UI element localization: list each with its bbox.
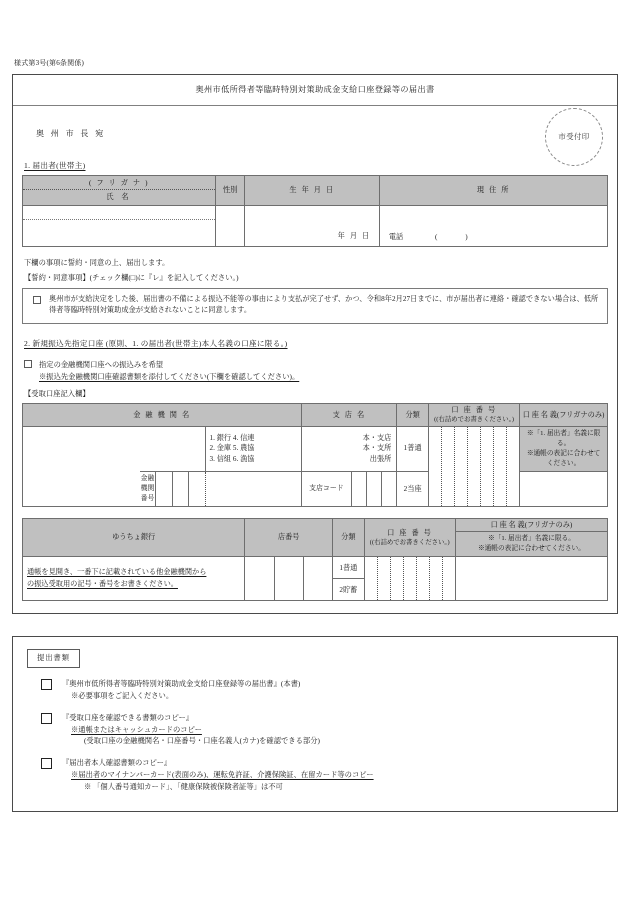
document-sub-1: ※必要事項をご記入ください。 xyxy=(71,690,174,700)
section2-heading: 2. 新規振込先指定口座 (原則、1. の届出者(世帯主)本人名義の口座に限る。) xyxy=(24,338,288,348)
phone-paren-close: ) xyxy=(465,233,468,242)
account-holder-input[interactable] xyxy=(520,471,608,506)
option-row-2: 2. 金庫 5. 農協 xyxy=(209,444,255,453)
designated-account-checkbox[interactable] xyxy=(24,360,32,368)
yucho-note-line-1: 通帳を見開き、一番下に記載されている他金融機関から xyxy=(27,568,207,577)
document-sub2-3: ※ 「個人番号通知カード」、「健康保険被保険者証等」は不可 xyxy=(84,781,283,791)
form-number: 様式第3号(第6条関係) xyxy=(14,59,85,67)
document-main-2: 『受取口座を確認できる書類のコピー』 xyxy=(62,712,194,722)
branch-line-3: 出張所 xyxy=(369,455,392,464)
name-input-cell[interactable] xyxy=(23,205,216,246)
list-item[interactable] xyxy=(41,678,603,702)
institution-code-digit-2[interactable] xyxy=(172,471,188,506)
pledge-checkbox[interactable] xyxy=(33,296,41,304)
yucho-store-number-header: 店番号 xyxy=(245,518,333,557)
applicant-table xyxy=(22,175,608,247)
document-body-3 xyxy=(62,757,374,792)
yucho-account-number-header-main: 口 座 番 号 xyxy=(387,528,433,537)
yucho-instruction xyxy=(23,557,245,601)
document-checkbox-1[interactable] xyxy=(41,679,52,690)
branch-code-digit-3[interactable] xyxy=(382,471,397,506)
yucho-note-line-2: の振込受取用の記号・番号をお書きください。 xyxy=(27,579,178,588)
pledge-intro: 下欄の事項に誓約・同意の上、届出します。 xyxy=(24,257,170,267)
branch-line-2: 本・支所 xyxy=(362,444,392,453)
yucho-type-futsu[interactable]: 1普通 xyxy=(333,557,365,579)
yucho-account-number-input[interactable] xyxy=(364,557,455,601)
list-item[interactable] xyxy=(41,712,603,747)
phone-label: 電話 xyxy=(388,233,404,242)
birth-input-cell[interactable]: 年 月 日 xyxy=(245,205,380,246)
institution-name-header: 金 融 機 関 名 xyxy=(23,403,302,426)
yucho-type-header: 分類 xyxy=(333,518,365,557)
institution-name-input[interactable] xyxy=(23,426,140,506)
pledge-text: 奥州市が支給決定をした後、届出書の不備による振込不能等の事由により支払が完了せず、かつ、令和8年2月27日までに、市が届出者に連絡・確認できない場合は、低所得者等臨時特別対策助成金が支給されないことに同意します。 xyxy=(49,294,599,315)
account-holder-header: 口 座 名 義(フリガナのみ) xyxy=(520,403,608,426)
pledge-heading: 【誓約・同意事項】(チェック欄(□)に『レ』を記入してください。) xyxy=(24,273,239,283)
gender-input-cell[interactable] xyxy=(216,205,245,246)
institution-code-digit-3[interactable] xyxy=(189,471,205,506)
branch-code-digit-1[interactable] xyxy=(351,471,366,506)
table-row xyxy=(23,205,608,246)
receipt-stamp-label: 市受付印 xyxy=(558,131,590,141)
document-body-1 xyxy=(62,678,300,702)
institution-code-label: 金融機関番号 xyxy=(140,471,156,506)
yucho-bank-header: ゆうちょ銀行 xyxy=(23,518,245,557)
designated-account-row xyxy=(24,359,608,382)
yucho-store-cell-1[interactable] xyxy=(245,557,274,601)
branch-name-input[interactable] xyxy=(302,426,397,471)
branch-name-header: 支 店 名 xyxy=(302,403,397,426)
section2-wrap xyxy=(22,338,608,601)
table-row xyxy=(23,557,608,579)
document-checkbox-2[interactable] xyxy=(41,713,52,724)
uketori-label: 【受取口座記入欄】 xyxy=(24,389,90,399)
account-number-header xyxy=(428,403,519,426)
table-row xyxy=(23,403,608,426)
holder-note-1: ※「1. 届出者」名義に限る。 xyxy=(526,429,601,447)
form-body xyxy=(13,106,617,613)
account-number-input[interactable] xyxy=(428,426,519,506)
table-row xyxy=(23,175,608,205)
documents-tag: 提出書類 xyxy=(27,649,80,668)
document-checkbox-3[interactable] xyxy=(41,758,52,769)
branch-code-digit-2[interactable] xyxy=(366,471,381,506)
section1-heading: 1. 届出者(世帯主) xyxy=(24,160,86,170)
furigana-header: ( フ リ ガ ナ ) xyxy=(23,176,215,190)
yucho-store-cell-3[interactable] xyxy=(303,557,332,601)
yucho-type-chochiku[interactable]: 2貯蓄 xyxy=(333,579,365,601)
document-body-2 xyxy=(62,712,320,747)
want-line1: 指定の金融機関口座への振込みを希望 xyxy=(39,359,164,369)
table-row xyxy=(23,518,608,531)
yucho-holder-input[interactable] xyxy=(455,557,607,601)
name-header-cell xyxy=(23,175,216,205)
holder-note-2: ※通帳の表記に合わせてください。 xyxy=(526,449,601,467)
want-line2: ※振込先金融機関口座確認書類を添付してください(下欄を確認してください)。 xyxy=(39,371,300,381)
address-input-cell[interactable] xyxy=(379,205,607,246)
birth-header: 生 年 月 日 xyxy=(245,175,380,205)
yucho-holder-header: 口 座 名 義(フリガナのみ) xyxy=(455,518,607,531)
account-type-touza[interactable]: 2当座 xyxy=(397,471,429,506)
institution-code-digit-1[interactable] xyxy=(156,471,172,506)
address-header: 現 住 所 xyxy=(379,175,607,205)
pledge-box xyxy=(22,288,608,324)
yucho-account-number-header xyxy=(364,518,455,557)
account-number-header-main: 口 座 番 号 xyxy=(451,405,497,414)
institution-type-options[interactable] xyxy=(205,426,302,471)
document-main-1: 『奥州市低所得者等臨時特別対策助成金支給口座登録等の届出書』(本書) xyxy=(62,679,301,689)
yucho-store-cell-2[interactable] xyxy=(274,557,303,601)
account-type-header: 分類 xyxy=(397,403,429,426)
form-title: 奥州市低所得者等臨時特別対策助成金支給口座登録等の届出書 xyxy=(13,75,617,106)
document-main-3: 『届出者本人確認書類のコピー』 xyxy=(62,758,172,768)
option-row-1: 1. 銀行 4. 信連 xyxy=(209,433,255,442)
branch-code-label: 支店コード xyxy=(302,471,352,506)
yucho-holder-note-1: ※「1. 届出者」名義に限る。 xyxy=(487,535,575,543)
document-sub-3: ※届出者のマイナンバーカード(表面のみ)、運転免許証、介護保険証、在留カード等のコピー xyxy=(71,769,374,779)
main-form-box xyxy=(12,74,618,614)
yucho-account-table xyxy=(22,518,608,602)
account-type-futsu[interactable]: 1普通 xyxy=(397,426,429,471)
phone-paren-open: ( xyxy=(435,233,438,242)
table-row xyxy=(23,426,608,471)
receipt-stamp-circle xyxy=(545,108,603,166)
document-sub2-2: (受取口座の金融機関名・口座番号・口座名義人(カナ)を確認できる部分) xyxy=(84,736,320,746)
submission-documents-box xyxy=(12,636,618,811)
option-row-3: 3. 信組 6. 漁協 xyxy=(209,455,255,464)
account-holder-notes xyxy=(520,426,608,471)
gender-header: 性別 xyxy=(216,175,245,205)
bank-account-table xyxy=(22,403,608,507)
designated-account-text xyxy=(39,359,299,382)
account-number-header-sub: ((右詰めでお書きください。) xyxy=(434,416,514,424)
branch-line-1: 本・支店 xyxy=(362,433,392,442)
yucho-account-number-header-sub: ((右詰めでお書きください。) xyxy=(369,539,450,547)
list-item[interactable] xyxy=(41,757,603,792)
yucho-holder-notes xyxy=(455,532,607,557)
name-header: 氏 名 xyxy=(106,193,132,202)
addressee-line: 奥 州 市 長 宛 xyxy=(36,129,106,139)
document-sub-2: ※通帳またはキャッシュカードのコピー xyxy=(71,724,202,734)
yucho-holder-note-2: ※通帳の表記に合わせてください。 xyxy=(477,545,585,553)
